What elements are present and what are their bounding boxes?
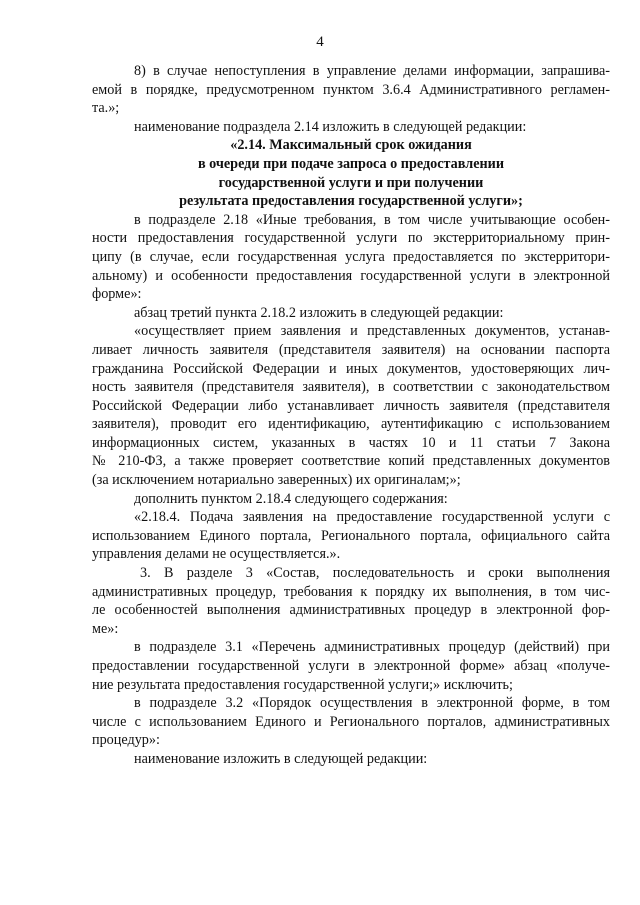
paragraph-line: ность заявителя (представителя заявителя), в соответствии с законодательством	[92, 379, 610, 396]
section-heading-line: результата предоставления государственной услуги»;	[179, 193, 523, 210]
paragraph-first-line: абзац третий пункта 2.18.2 изложить в следующей редакции:	[134, 304, 504, 321]
paragraph-line: числе с использованием Единого и Регионального порталов, административных	[92, 713, 610, 730]
paragraph-line: управления делами не осуществляется.».	[92, 546, 341, 563]
page-number: 4	[316, 34, 324, 50]
paragraph-first-line: «2.18.4. Подача заявления на предоставление государственной услуги с	[134, 509, 610, 526]
paragraph-line: заявителя), проводит его идентификацию, аутентификацию с использованием	[92, 416, 610, 433]
section-heading-line: в очереди при подаче запроса о предоставлении	[197, 155, 505, 172]
paragraph-line: ле особенностей выполнения административных процедур в электронной фор-	[92, 602, 610, 619]
paragraph-first-line: 3. В разделе 3 «Состав, последовательность и сроки выполнения	[140, 565, 610, 582]
paragraph-line: ливает личность заявителя (представителя заявителя) на основании паспорта	[92, 341, 610, 358]
paragraph-line: гражданина Российской Федерации и иных документов, удостоверяющих лич-	[92, 360, 610, 377]
paragraph-first-line: наименование подраздела 2.14 изложить в следующей редакции:	[134, 118, 527, 135]
paragraph-first-line: дополнить пунктом 2.18.4 следующего содержания:	[134, 490, 448, 507]
paragraph-line: № 210-ФЗ, а также проверяет соответствие копий представленных документов	[92, 453, 610, 470]
paragraph-line: ности предоставления государственной услуги по экстерриториальному прин-	[92, 230, 610, 247]
paragraph-line: процедур»:	[92, 732, 160, 749]
section-heading-line: государственной услуги и при получении	[218, 174, 484, 191]
paragraph-line: ние результата предоставления государственной услуги;» исключить;	[92, 676, 513, 693]
paragraph-line: альному) и особенности предоставления государственной услуги в электронной	[92, 267, 610, 284]
paragraph-first-line: в подразделе 2.18 «Иные требования, в том числе учитывающие особен-	[134, 211, 610, 228]
paragraph-line: ме»:	[92, 620, 119, 637]
paragraph-line: Российской Федерации либо устанавливает личность заявителя (представителя	[92, 397, 610, 414]
paragraph-line: ципу (в случае, если государственная услуга предоставляется по экстерритори-	[92, 248, 610, 265]
paragraph-line: использованием Единого портала, Регионального портала, официального сайта	[92, 527, 610, 544]
paragraph-first-line: «осуществляет прием заявления и представленных документов, устанав-	[134, 323, 610, 340]
section-heading-line: «2.14. Максимальный срок ожидания	[230, 137, 472, 154]
paragraph-line: емой в порядке, предусмотренном пунктом 3.6.4 Административного регламен-	[92, 81, 610, 98]
paragraph-line: форме»:	[92, 286, 142, 303]
paragraph-first-line: 8) в случае непоступления в управление делами информации, запрашива-	[134, 63, 610, 79]
paragraph-first-line: в подразделе 3.1 «Перечень административных процедур (действий) при	[134, 639, 610, 656]
document-body	[92, 62, 610, 769]
paragraph-first-line: наименование изложить в следующей редакции:	[134, 750, 428, 767]
paragraph-line: информационных систем, указанных в частях 10 и 11 статьи 7 Закона	[92, 434, 610, 451]
paragraph-line: (за исключением нотариально заверенных) их оригиналам;»;	[92, 472, 461, 489]
paragraph-line: административных процедур, требования к порядку их выполнения, в том чис-	[92, 583, 610, 600]
paragraph-first-line: в подразделе 3.2 «Порядок осуществления в электронной форме, в том	[134, 695, 610, 712]
paragraph-line: та.»;	[92, 100, 120, 117]
paragraph-line: предоставлении государственной услуги в электронной форме» абзац «получе-	[92, 658, 610, 674]
